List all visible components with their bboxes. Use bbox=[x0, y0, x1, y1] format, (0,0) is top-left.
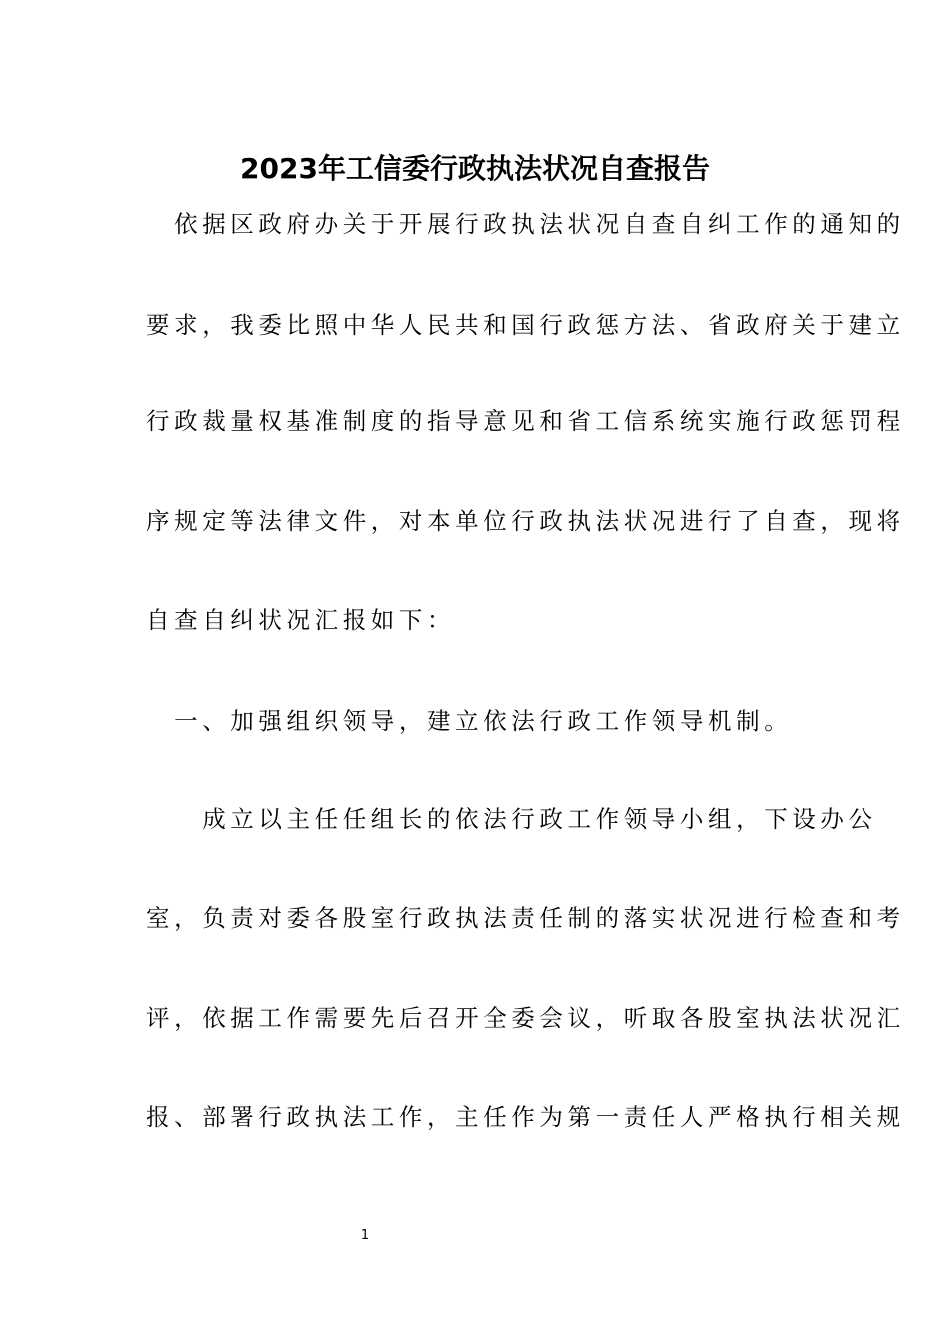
paragraph-line: 自查自纠状况汇报如下： bbox=[146, 606, 456, 634]
paragraph-line: 依据区政府办关于开展行政执法状况自查自纠工作的通知的 bbox=[146, 210, 905, 238]
page-number: 1 bbox=[360, 1228, 370, 1243]
paragraph-line: 成立以主任任组长的依法行政工作领导小组，下设办公 bbox=[146, 805, 877, 833]
paragraph-line: 行政裁量权基准制度的指导意见和省工信系统实施行政惩罚程 bbox=[146, 407, 905, 435]
paragraph-line: 要求，我委比照中华人民共和国行政惩方法、省政府关于建立 bbox=[146, 311, 905, 339]
document-title: 2023年工信委行政执法状况自查报告 bbox=[240, 151, 710, 185]
section-heading: 一、加强组织领导，建立依法行政工作领导机制。 bbox=[146, 707, 793, 735]
paragraph-line: 室，负责对委各股室行政执法责任制的落实状况进行检查和考 bbox=[146, 904, 905, 932]
paragraph-line: 序规定等法律文件，对本单位行政执法状况进行了自查，现将 bbox=[146, 507, 905, 535]
paragraph-line: 报、部署行政执法工作，主任作为第一责任人严格执行相关规 bbox=[146, 1103, 905, 1131]
paragraph-line: 评，依据工作需要先后召开全委会议，听取各股室执法状况汇 bbox=[146, 1004, 905, 1032]
